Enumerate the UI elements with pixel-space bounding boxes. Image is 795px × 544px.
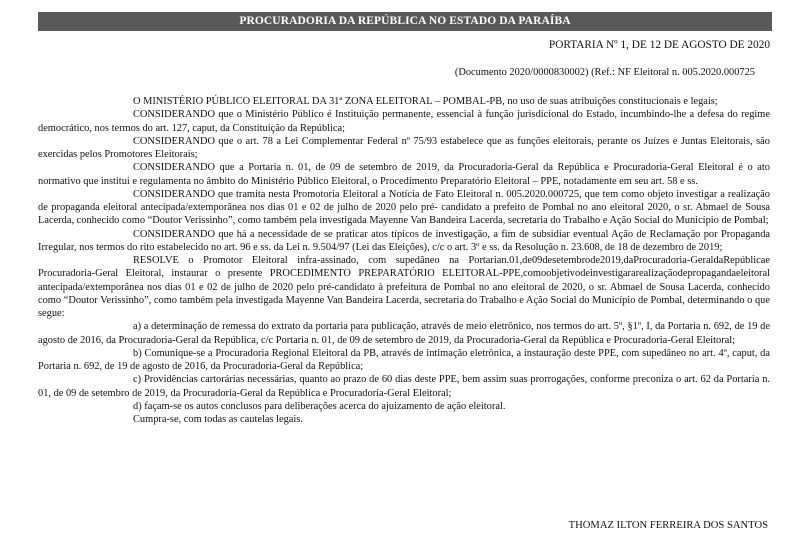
- paragraph-considerando-4: CONSIDERANDO que tramita nesta Promotoria Eleitoral a Notícia de Fato Eleitoral n. 005.2020.000725, que tem como objeto investigar a realização de propaganda eleitoral antecipada/extemporânea nos dias 01 e 02 de julho de 2020 pelo pré- candidato a prefeito de Pombal no ano eleitoral 2020, o sr. Abmael de Sousa Lacerda, conhecido como “Doutor Verissinho”, como também pela investigada Mayenne Van Bandeira Lacerda, secretaria do Trabalho e Ação Social do Município de Pombal;: [38, 188, 770, 227]
- paragraph-considerando-1: CONSIDERANDO que o Ministério Público é Instituição permanente, essencial à função jurisdicional do Estado, incumbindo-lhe a defesa do regime democrático, nos termos do art. 127, caput, da Constituição da República;: [38, 109, 770, 134]
- signature-name: THOMAZ ILTON FERREIRA DOS SANTOS: [568, 520, 768, 531]
- document-reference: (Documento 2020/0000830002) (Ref.: NF Eleitoral n. 005.2020.000725: [454, 67, 755, 78]
- document-title: PORTARIA Nº 1, DE 12 DE AGOSTO DE 2020: [548, 39, 770, 51]
- paragraph-closing: Cumpra-se, com todas as cautelas legais.: [133, 414, 303, 425]
- paragraph-considerando-3: CONSIDERANDO que a Portaria n. 01, de 09 de setembro de 2019, da Procuradoria-Geral da República e Procuradoria-Geral Eleitoral é o ato normativo que institui e regulamenta no âmbito do Ministério Público Eleitoral, o Procedimento Preparatório Eleitoral – PPE, notadamente em seu art. 58 e ss.: [38, 162, 770, 187]
- paragraph-item-c: c) Providências cartorárias necessárias, quanto ao prazo de 60 dias deste PPE, bem assim suas prorrogações, conforme preconiza o art. 62 da Portaria n. 01, de 09 de setembro de 2019, da Procuradoria-Geral da República e Procuradoria-Geral Eleitoral;: [38, 374, 770, 399]
- document-body: [38, 95, 770, 426]
- paragraph-considerando-2: CONSIDERANDO que o art. 78 a Lei Complementar Federal nº 75/93 estabelece que as funções eleitorais, perante os Juízes e Juntas Eleitorais, são exercidas pelos Promotores Eleitorais;: [38, 135, 770, 160]
- paragraph-considerando-5: CONSIDERANDO que há a necessidade de se praticar atos típicos de investigação, a fim de subsidiar eventual Ação de Reclamação por Propaganda Irregular, nos termos do rito estabelecido no art. 96 e ss. da Lei n. 9.504/97 (Lei das Eleições), c/c o art. 3º e ss. da Resolução n. 23.608, de 18 de dezembro de 2019;: [38, 228, 770, 253]
- paragraph-item-b: b) Comunique-se a Procuradoria Regional Eleitoral da PB, através de intimação eletrônica, a instauração deste PPE, com supedâneo no art. 4º, caput, da Portaria n. 692, de 19 de agosto de 2016, da Procuradoria-Geral da República;: [38, 347, 770, 372]
- paragraph-item-a: a) a determinação de remessa do extrato da portaria para publicação, através de meio eletrônico, nos termos do art. 5º, §1º, I, da Portaria n. 692, de 19 de agosto de 2016, da Procuradoria-Geral da República, c/c Portaria n. 01, de 09 de setembro de 2019, da Procuradoria-Geral da República e Procuradoria-Geral Eleitoral;: [38, 321, 770, 346]
- paragraph-item-d: d) façam-se os autos conclusos para deliberações acerca do ajuizamento de ação eleitoral.: [133, 400, 506, 412]
- paragraph-resolve: RESOLVE o Promotor Eleitoral infra-assinado, com supedâneo na Portarian.01,de09desetembrode2019,daProcuradoria-GeraldaRepúblicae Procuradoria-Geral Eleitoral, instaurar o presente PROCEDIMENTO PREPARATÓRIO ELEITORAL-PPE,comoobjetivodeinvestigararealizaçãodepropagandaeleitoral antecipada/extemporânea nos dias 01 e 02 de julho de 2020 pelo pré-candidato à prefeitura de Pombal no ano eleitoral de 2020, o sr. Abmael de Sousa Lacerda, conhecido como “Doutor Verissinho”, como também pela investigada Mayenne Van Bandeira Lacerda, secretaria do Trabalho e Ação Social do Município de Pombal, determinando o que segue:: [38, 255, 770, 319]
- header-banner: PROCURADORIA DA REPÚBLICA NO ESTADO DA PARAÍBA: [38, 12, 772, 31]
- paragraph-preamble: O MINISTÉRIO PÚBLICO ELEITORAL DA 31ª ZONA ELEITORAL – POMBAL-PB, no uso de suas atribuições constitucionais e legais;: [133, 96, 718, 107]
